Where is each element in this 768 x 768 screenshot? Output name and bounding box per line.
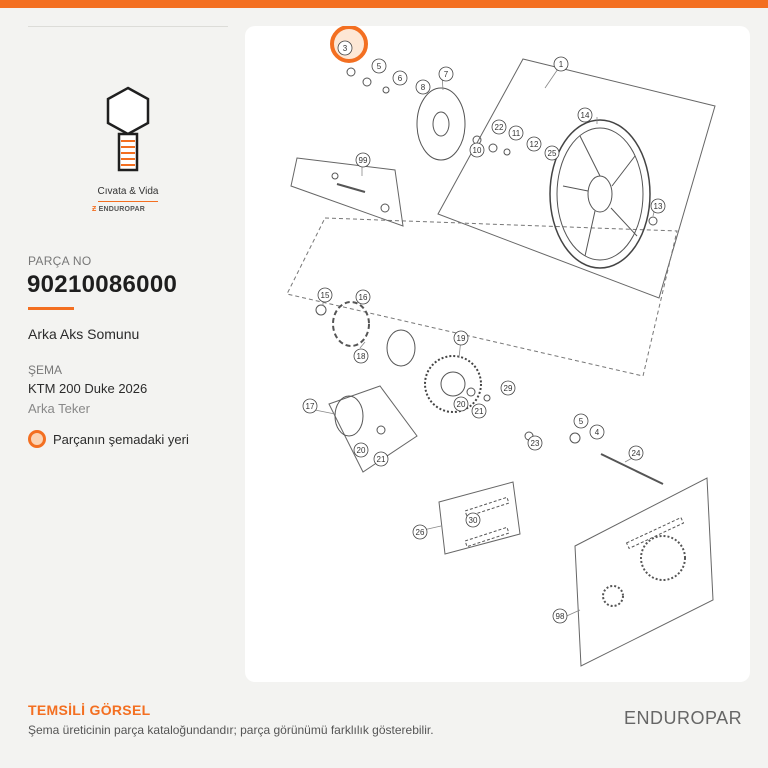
part-number: 90210086000	[27, 271, 178, 298]
callout-10	[470, 143, 484, 157]
highlighted-callout-label: 3	[342, 44, 348, 53]
part-number-label: PARÇA NO	[28, 254, 92, 268]
callout-29	[501, 381, 515, 395]
svg-text:29: 29	[503, 384, 513, 393]
svg-text:99: 99	[358, 156, 368, 165]
svg-text:98: 98	[555, 612, 565, 621]
callout-98	[553, 609, 567, 623]
schema-section: Arka Teker	[28, 401, 90, 416]
callout-30	[466, 513, 480, 527]
footer-brand: ENDUROPAR	[624, 708, 743, 728]
part-name: Arka Aks Somunu	[28, 326, 140, 342]
callout-7	[439, 67, 453, 81]
svg-text:5: 5	[376, 62, 382, 71]
callout-12	[527, 137, 541, 151]
svg-text:13: 13	[653, 202, 663, 211]
part-info-sidebar	[0, 8, 245, 688]
svg-text:23: 23	[530, 439, 540, 448]
callout-11	[509, 126, 523, 140]
svg-text:15: 15	[320, 291, 330, 300]
callout-23	[528, 436, 542, 450]
highlight-marker-icon	[28, 430, 46, 448]
svg-text:6: 6	[397, 74, 403, 83]
category-underline	[98, 201, 158, 202]
callout-22	[492, 120, 506, 134]
legend-text: Parçanın şemadaki yeri	[53, 431, 189, 447]
svg-text:1: 1	[558, 60, 564, 69]
svg-text:4: 4	[594, 428, 600, 437]
callout-16	[356, 290, 370, 304]
svg-text:8: 8	[420, 83, 426, 92]
brand-logo-small	[92, 206, 145, 213]
svg-text:21: 21	[474, 407, 484, 416]
category-label: Cıvata & Vida	[97, 186, 159, 197]
svg-text:19: 19	[456, 334, 466, 343]
callout-4	[590, 425, 604, 439]
exploded-diagram-panel	[245, 26, 750, 682]
callout-19	[454, 331, 468, 345]
svg-text:10: 10	[472, 146, 482, 155]
callout-17	[303, 399, 317, 413]
svg-text:12: 12	[529, 140, 539, 149]
location-legend	[28, 430, 189, 448]
svg-text:5: 5	[578, 417, 584, 426]
svg-text:16: 16	[358, 293, 368, 302]
svg-text:30: 30	[468, 516, 478, 525]
callout-20b	[354, 443, 368, 457]
brand-logo-text: ENDUROPAR	[98, 206, 146, 213]
callout-26	[413, 525, 427, 539]
callout-24	[629, 446, 643, 460]
svg-text:11: 11	[511, 129, 521, 138]
highlighted-part-marker	[332, 27, 366, 61]
callout-18	[354, 349, 368, 363]
callout-13	[651, 199, 665, 213]
svg-text:25: 25	[547, 149, 557, 158]
svg-text:18: 18	[356, 352, 366, 361]
callout-25	[545, 146, 559, 160]
bolt-icon	[68, 86, 188, 176]
svg-text:17: 17	[305, 402, 315, 411]
svg-text:26: 26	[415, 528, 425, 537]
callout-8	[416, 80, 430, 94]
part-number-underline	[28, 307, 74, 310]
callout-5b	[574, 414, 588, 428]
top-accent-bar	[0, 0, 768, 8]
svg-text:14: 14	[580, 111, 590, 120]
callout-1	[554, 57, 568, 71]
svg-text:20: 20	[356, 446, 366, 455]
svg-text:24: 24	[631, 449, 641, 458]
svg-text:7: 7	[443, 70, 449, 79]
callout-5	[372, 59, 386, 73]
callout-6	[393, 71, 407, 85]
callout-21a	[472, 404, 486, 418]
schema-label: ŞEMA	[28, 363, 63, 377]
footer-note: Şema üreticinin parça kataloğundandır; parça görünümü farklılık gösterebilir.	[28, 723, 434, 737]
exploded-diagram	[245, 26, 750, 682]
callout-99	[356, 153, 370, 167]
top-divider	[28, 26, 228, 27]
footer-title: TEMSİLİ GÖRSEL	[28, 702, 151, 718]
svg-text:21: 21	[376, 455, 386, 464]
callout-21b	[374, 452, 388, 466]
callout-20a	[454, 397, 468, 411]
callout-14	[578, 108, 592, 122]
brand-mark-icon: Ƶ	[92, 206, 99, 213]
svg-text:22: 22	[494, 123, 504, 132]
schema-model: KTM 200 Duke 2026	[28, 381, 148, 396]
svg-text:20: 20	[456, 400, 466, 409]
callout-15	[318, 288, 332, 302]
